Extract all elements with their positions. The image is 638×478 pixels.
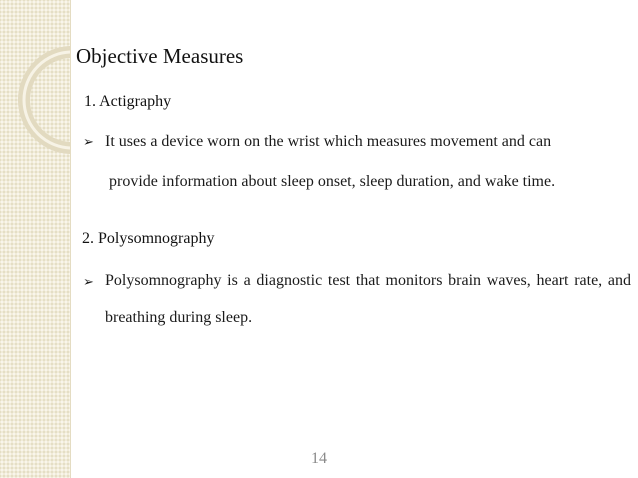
arrowhead-bullet-icon: ➢ (83, 274, 94, 289)
bullet-text: Polysomnography is a diagnostic test that monitors brain waves, heart rate, and breathing during sleep. (105, 272, 631, 326)
bullet-polysomnography (83, 262, 631, 336)
bullet-text-line: It uses a device worn on the wrist which measures movement and can (105, 133, 552, 150)
section-heading-actigraphy: 1. Actigraphy (84, 93, 172, 110)
bullet-actigraphy (83, 127, 631, 197)
bullet-text-line: provide information about sleep onset, sleep duration, and wake time. (109, 173, 556, 190)
page-number: 14 (311, 450, 327, 467)
decorative-ring-icon (0, 0, 71, 200)
slide-title: Objective Measures (76, 44, 244, 68)
arrowhead-bullet-icon: ➢ (83, 134, 94, 149)
decorative-side-panel (0, 0, 71, 478)
section-heading-polysomnography: 2. Polysomnography (82, 230, 215, 247)
